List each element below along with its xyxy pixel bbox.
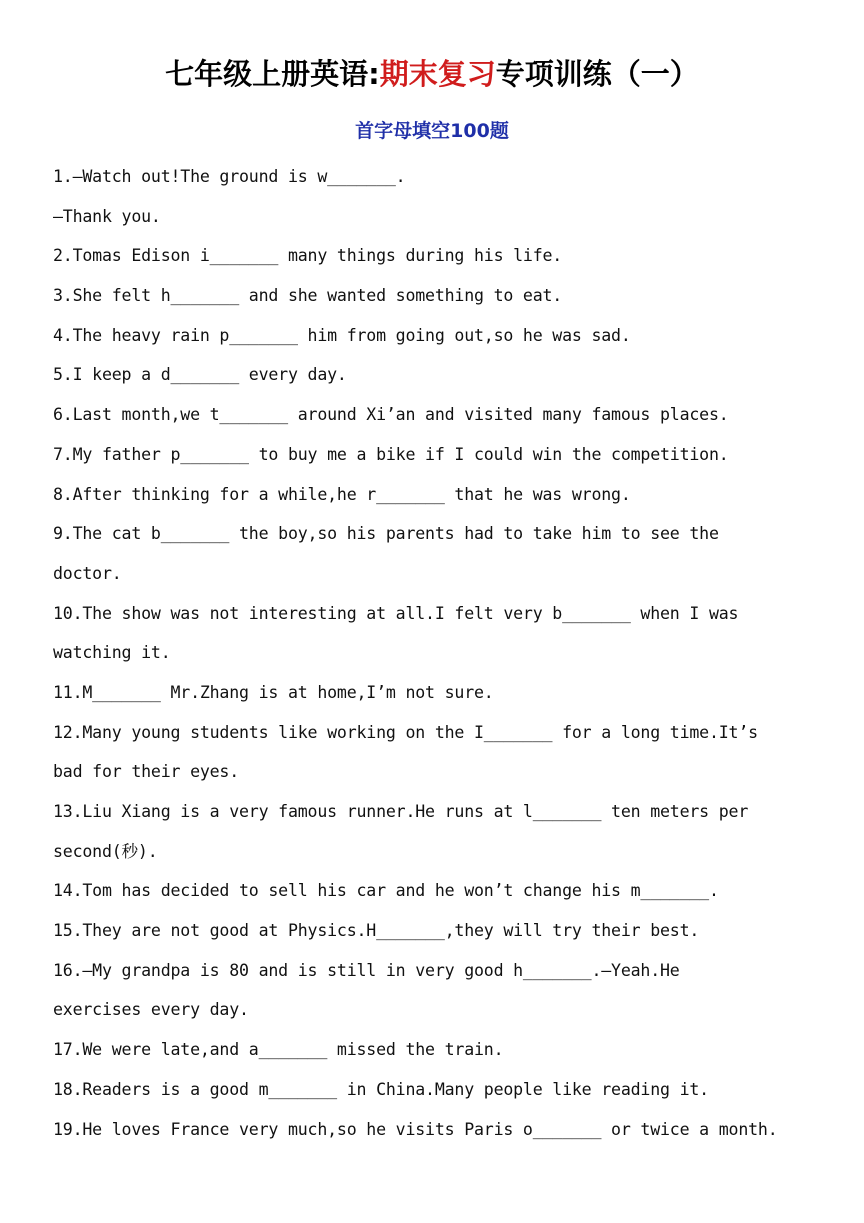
question-line: 11.M_______ Mr.Zhang is at home,I’m not sure. xyxy=(53,682,494,702)
question-line: 9.The cat b_______ the boy,so his parents had to take him to see the xyxy=(53,524,719,544)
question-line: 8.After thinking for a while,he r_______ that he was wrong. xyxy=(53,484,631,504)
question-line: —Thank you. xyxy=(53,206,161,226)
question-line: 2.Tomas Edison i_______ many things during his life. xyxy=(53,246,563,266)
question-line: 12.Many young students like working on the I_______ for a long time.It’s xyxy=(53,722,758,742)
page-title xyxy=(0,52,864,96)
question-line: doctor. xyxy=(53,563,122,583)
question-line: 10.The show was not interesting at all.I felt very b_______ when I was xyxy=(53,603,739,623)
question-line: 17.We were late,and a_______ missed the train. xyxy=(53,1040,504,1060)
question-line: 5.I keep a d_______ every day. xyxy=(53,365,347,385)
question-line: 3.She felt h_______ and she wanted something to eat. xyxy=(53,286,563,306)
question-line: 16.—My grandpa is 80 and is still in very good h_______.—Yeah.He xyxy=(53,960,680,980)
page-subtitle: 首字母填空100题 xyxy=(355,120,509,142)
question-line: 1.—Watch out!The ground is w_______. xyxy=(53,167,406,186)
title-suffix: 专项训练（一） xyxy=(495,57,699,91)
question-line: 14.Tom has decided to sell his car and he won’t change his m_______. xyxy=(53,881,719,901)
question-line: 6.Last month,we t_______ around Xi’an and visited many famous places. xyxy=(53,405,729,425)
question-line: 15.They are not good at Physics.H_______,they will try their best. xyxy=(53,921,700,941)
question-line: 7.My father p_______ to buy me a bike if I could win the competition. xyxy=(53,444,729,464)
title-accent: 期末复习 xyxy=(379,57,496,91)
question-line: bad for their eyes. xyxy=(53,762,240,782)
question-list xyxy=(53,157,828,1149)
question-line: watching it. xyxy=(53,643,171,663)
question-line: second(秒). xyxy=(53,841,158,861)
title-prefix: 七年级上册英语: xyxy=(165,57,380,91)
question-line: 4.The heavy rain p_______ him from going out,so he was sad. xyxy=(53,325,631,345)
question-line: exercises every day. xyxy=(53,1000,249,1020)
question-line: 18.Readers is a good m_______ in China.Many people like reading it. xyxy=(53,1079,709,1099)
question-line: 13.Liu Xiang is a very famous runner.He runs at l_______ ten meters per xyxy=(53,802,749,821)
question-line: 19.He loves France very much,so he visits Paris o_______ or twice a month. xyxy=(53,1119,778,1139)
